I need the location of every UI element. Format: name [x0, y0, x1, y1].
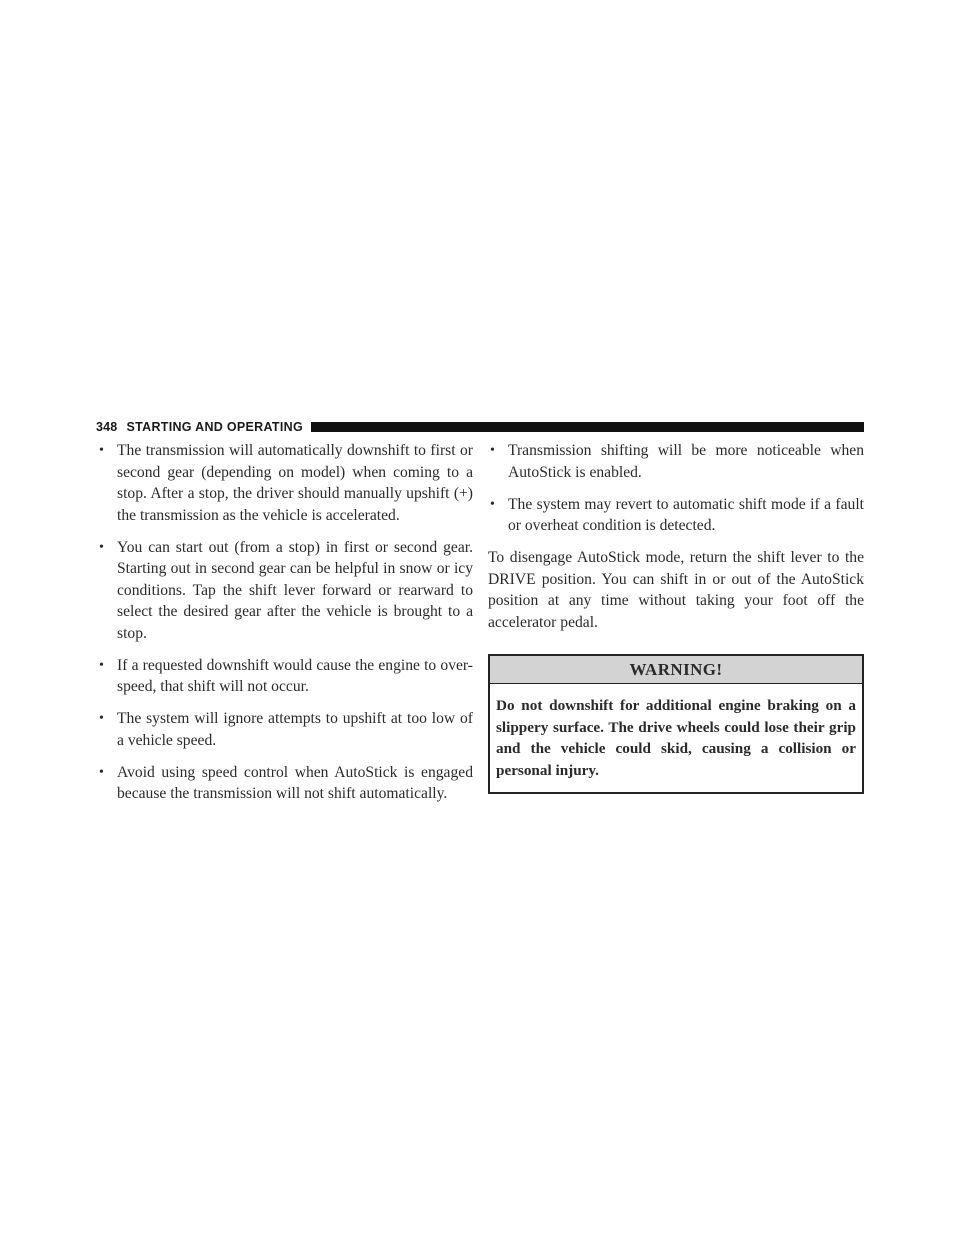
warning-title: WARNING! — [490, 656, 862, 684]
bullet-text: The system may revert to automatic shift mode if a fault or overheat condition is detected. — [508, 495, 864, 534]
bullet-icon: • — [99, 711, 104, 726]
bullet-text: Avoid using speed control when AutoStick is engaged because the transmission will not shift automatically. — [117, 763, 473, 802]
bullet-text: Transmission shifting will be more noticeable when AutoStick is enabled. — [508, 442, 864, 481]
right-bullet-list — [488, 440, 864, 537]
page-number: 348 — [96, 420, 118, 434]
page-header — [96, 419, 864, 435]
header-rule — [311, 422, 864, 432]
list-item — [97, 440, 473, 526]
list-item — [488, 494, 864, 537]
bullet-icon: • — [490, 496, 495, 512]
list-item — [488, 440, 864, 483]
bullet-icon: • — [99, 539, 104, 555]
bullet-icon: • — [99, 764, 104, 780]
warning-box — [488, 654, 864, 794]
bullet-text: The transmission will automatically downshift to first or second gear (depending on model) when coming to a stop. After a stop, the driver should manually upshift (+) the transmission as the vehicle is accelerated. — [117, 442, 473, 524]
bullet-icon: • — [99, 657, 104, 673]
list-item — [97, 708, 473, 751]
bullet-icon: • — [490, 443, 495, 458]
left-column — [97, 440, 473, 815]
bullet-text: You can start out (from a stop) in first or second gear. Starting out in second gear can be helpful in snow or icy conditions. Tap the shift lever forward or rearward to select the desired gear after the vehicle is brought to a stop. — [117, 538, 473, 642]
bullet-text: If a requested downshift would cause the engine to over-speed, that shift will not occur. — [117, 656, 473, 695]
bullet-text: The system will ignore attempts to upshift at too low of a vehicle speed. — [117, 710, 473, 749]
list-item — [97, 537, 473, 645]
list-item — [97, 762, 473, 805]
right-column — [488, 440, 864, 794]
section-title: STARTING AND OPERATING — [126, 420, 303, 434]
bullet-icon: • — [99, 443, 104, 458]
warning-text: Do not downshift for additional engine braking on a slippery surface. The drive wheels could lose their grip and the vehicle could skid, causing a collision or personal injury. — [496, 697, 856, 779]
disengage-paragraph: To disengage AutoStick mode, return the shift lever to the DRIVE position. You can shift in or out of the AutoStick position at any time without taking your foot off the accelerator pedal. — [488, 549, 864, 631]
list-item — [97, 655, 473, 698]
left-bullet-list — [97, 440, 473, 805]
